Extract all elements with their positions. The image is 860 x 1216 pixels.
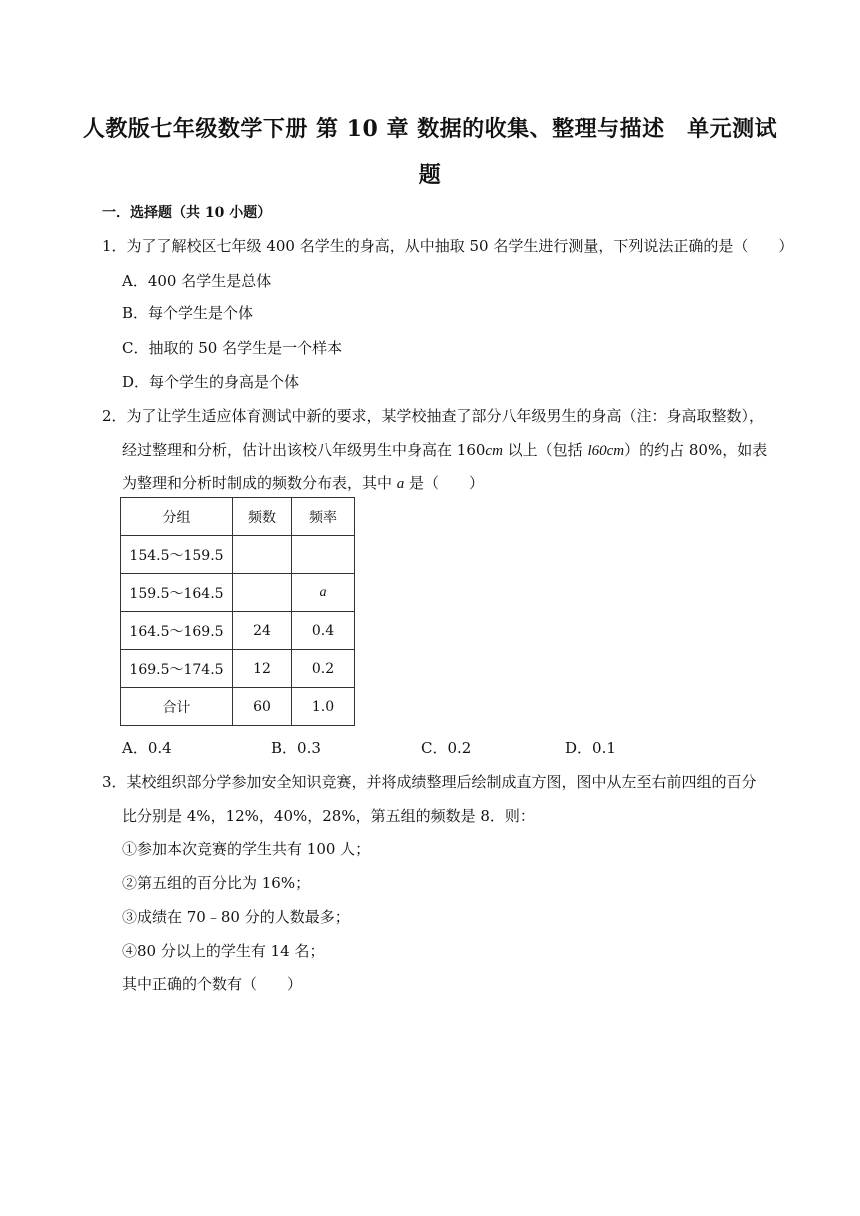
table-cell: 164.5～169.5 bbox=[121, 612, 233, 650]
table-header-row bbox=[121, 498, 355, 536]
document-title-line-2: 题 bbox=[418, 162, 442, 188]
question-2-line-1: 2．为了让学生适应体育测试中新的要求，某学校抽查了部分八年级男生的身高（注：身高取整数）， bbox=[102, 407, 765, 425]
question-2-option-b: B．0.3 bbox=[271, 739, 321, 757]
question-1-option-b: B．每个学生是个体 bbox=[122, 304, 254, 322]
question-2-option-a: A．0.4 bbox=[122, 739, 172, 757]
table-header-cell: 频数 bbox=[233, 498, 292, 536]
table-cell: 60 bbox=[233, 688, 292, 726]
question-3-statement-1: ①参加本次竞赛的学生共有 100 人； bbox=[122, 840, 371, 858]
question-1-option-c: C．抽取的 50 名学生是一个样本 bbox=[122, 339, 343, 357]
q2-text-part: 以上（包括 bbox=[502, 441, 588, 459]
table-header-cell: 分组 bbox=[121, 498, 233, 536]
question-2-option-c: C．0.2 bbox=[421, 739, 472, 757]
question-1-option-d: D．每个学生的身高是个体 bbox=[122, 373, 300, 391]
document-title-line-1: 人教版七年级数学下册 第 10 章 数据的收集、整理与描述 单元测试 bbox=[82, 116, 778, 142]
table-cell: 169.5～174.5 bbox=[121, 650, 233, 688]
table-cell: 0.2 bbox=[292, 650, 355, 688]
q2-text-part: ）的约占 80%，如表 bbox=[624, 441, 768, 459]
question-3-statement-3: ③成绩在 70﹣80 分的人数最多； bbox=[122, 908, 350, 926]
question-3-line-2: 比分别是 4%，12%，40%，28%，第五组的频数是 8．则： bbox=[122, 807, 535, 825]
question-3-statement-2: ②第五组的百分比为 16%； bbox=[122, 874, 311, 892]
table-cell: 24 bbox=[233, 612, 292, 650]
table-cell: 12 bbox=[233, 650, 292, 688]
frequency-table bbox=[120, 497, 355, 726]
table-cell bbox=[292, 574, 355, 612]
table-cell bbox=[292, 536, 355, 574]
question-3-statement-4: ④80 分以上的学生有 14 名； bbox=[122, 942, 325, 960]
unit-cm: cm bbox=[606, 443, 625, 459]
table-cell: 159.5～164.5 bbox=[121, 574, 233, 612]
table-cell bbox=[233, 574, 292, 612]
table-cell: 0.4 bbox=[292, 612, 355, 650]
table-row bbox=[121, 688, 355, 726]
table-cell: 1.0 bbox=[292, 688, 355, 726]
table-header-cell: 频率 bbox=[292, 498, 355, 536]
q2-text-part: 为整理和分析时制成的频数分布表，其中 bbox=[122, 474, 397, 492]
question-2-line-2 bbox=[122, 439, 767, 460]
question-2-line-3 bbox=[122, 472, 484, 493]
table-row bbox=[121, 612, 355, 650]
variable-a: a bbox=[319, 585, 327, 600]
question-2-option-d: D．0.1 bbox=[565, 739, 616, 757]
table-row bbox=[121, 536, 355, 574]
question-3-line-1: 3．某校组织部分学参加安全知识竞赛，并将成绩整理后绘制成直方图，图中从左至右前四组的百分 bbox=[102, 773, 757, 791]
question-1-option-a: A．400 名学生是总体 bbox=[122, 272, 272, 290]
table-cell: 合计 bbox=[121, 688, 233, 726]
variable-a: a bbox=[396, 476, 405, 492]
question-1-stem: 1．为了了解校区七年级 400 名学生的身高，从中抽取 50 名学生进行测量，下列说法正确的是（ ） bbox=[102, 237, 794, 255]
table-cell: 154.5～159.5 bbox=[121, 536, 233, 574]
q2-text-part: 是（ ） bbox=[404, 474, 485, 492]
table-row bbox=[121, 574, 355, 612]
height-value-l60: l60 bbox=[587, 443, 607, 459]
section-heading: 一．选择题（共 10 小题） bbox=[102, 205, 272, 221]
question-3-final: 其中正确的个数有（ ） bbox=[122, 975, 303, 993]
table-row bbox=[121, 650, 355, 688]
q2-text-part: 经过整理和分析，估计出该校八年级男生中身高在 160 bbox=[122, 441, 486, 459]
unit-cm: cm bbox=[485, 443, 503, 459]
table-cell bbox=[233, 536, 292, 574]
